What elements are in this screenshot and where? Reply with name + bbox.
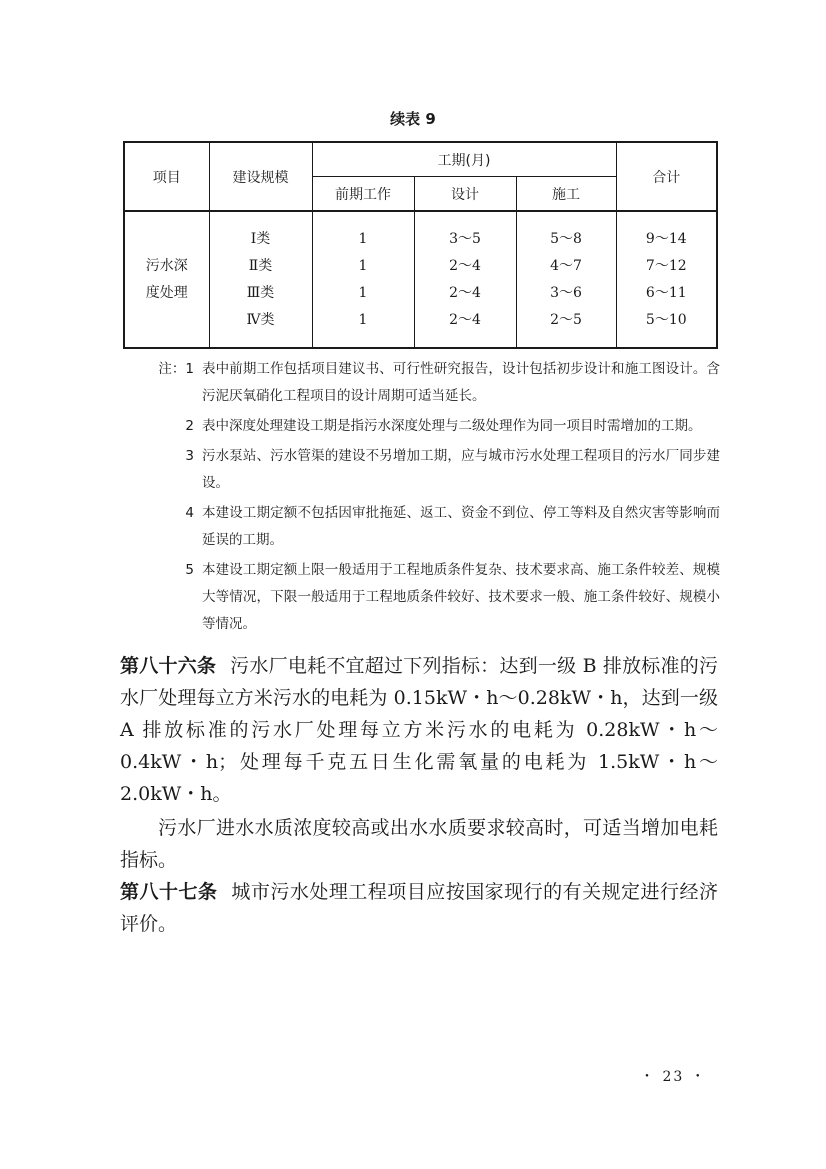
construction-period-table [123, 141, 718, 349]
table-cell: 4～7 [550, 257, 582, 274]
table-cell: 2～4 [449, 311, 481, 328]
note-number: 2 [185, 418, 194, 434]
note-text: 表中前期工作包括项目建议书、可行性研究报告，设计包括初步设计和施工图设计。含污泥厌氧硝化工程项目的设计周期可适当延长。 [202, 361, 720, 404]
note-number: 5 [185, 562, 194, 578]
table-cell: 5～8 [550, 230, 582, 247]
total-column [616, 211, 717, 348]
table-cell: Ⅳ类 [246, 311, 275, 328]
header-pre-work: 前期工作 [312, 177, 414, 212]
note-item [150, 557, 720, 638]
construction-column [516, 211, 616, 348]
article-heading: 第八十七条 [120, 881, 218, 903]
table-cell: 9～14 [645, 230, 687, 247]
note-text: 表中深度处理建设工期是指污水深度处理与二级处理作为同一项目时需增加的工期。 [202, 418, 702, 434]
table-cell: 2～5 [550, 311, 582, 328]
item-cell [124, 211, 209, 348]
note-number: 注：1 [158, 361, 194, 377]
pre-work-column [312, 211, 414, 348]
article-text: 污水厂电耗不宜超过下列指标：达到一级 B 排放标准的污水厂处理每立方米污水的电耗为 0.15kW・h～0.28kW・h，达到一级 A 排放标准的污水厂处理每立方米污水的电耗为 0.28kW・h～0.4kW・h；处理每千克五日生化需氧量的电耗为 1.5kW・h～2.0kW・h。 [120, 655, 718, 805]
header-item: 项目 [124, 142, 209, 211]
header-design: 设计 [414, 177, 516, 212]
header-construction: 施工 [516, 177, 616, 212]
item-label-line: 污水深 [145, 257, 188, 274]
table-cell: 7～12 [645, 257, 687, 274]
article-87 [120, 876, 718, 940]
table-cell: 1 [358, 311, 368, 328]
table-cell: 6～11 [645, 284, 687, 301]
table-cell: 5～10 [645, 311, 687, 328]
note-text: 本建设工期定额不包括因审批拖延、返工、资金不到位、停工等料及自然灾害等影响而延误的工期。 [202, 505, 720, 548]
body-paragraph: 污水厂进水水质浓度较高或出水水质要求较高时，可适当增加电耗指标。 [120, 817, 718, 871]
table-cell: 1 [358, 230, 368, 247]
table-cell: 2～4 [449, 284, 481, 301]
table-cell: 1 [358, 284, 368, 301]
scale-column [209, 211, 312, 348]
table-cell: 3～5 [449, 230, 481, 247]
note-text: 本建设工期定额上限一般适用于工程地质条件复杂、技术要求高、施工条件较差、规模大等情况，下限一般适用于工程地质条件较好、技术要求一般、施工条件较好、规模小等情况。 [202, 562, 720, 632]
note-item [150, 413, 720, 440]
table-cell: 3～6 [550, 284, 582, 301]
header-period: 工期(月) [312, 142, 616, 177]
header-scale: 建设规模 [209, 142, 312, 211]
page-number: ・ 23 ・ [640, 1069, 707, 1085]
note-text: 污水泵站、污水管渠的建设不另增加工期，应与城市污水处理工程项目的污水厂同步建设。 [202, 448, 720, 491]
note-item [150, 443, 720, 497]
article-heading: 第八十六条 [120, 655, 217, 677]
article-text: 城市污水处理工程项目应按国家现行的有关规定进行经济评价。 [120, 881, 718, 935]
note-item [150, 356, 720, 410]
article-86 [120, 650, 718, 810]
table-cell: 2～4 [449, 257, 481, 274]
table-cell: Ⅰ类 [250, 230, 271, 247]
design-column [414, 211, 516, 348]
table-caption: 续表 9 [390, 110, 436, 128]
header-total: 合计 [616, 142, 717, 211]
note-number: 3 [185, 448, 194, 464]
note-item [150, 500, 720, 554]
item-label-line: 度处理 [145, 284, 188, 301]
table-cell: Ⅲ类 [246, 284, 275, 301]
table-notes [150, 356, 720, 641]
note-number: 4 [185, 505, 194, 521]
table-cell: 1 [358, 257, 368, 274]
table-cell: Ⅱ类 [248, 257, 273, 274]
